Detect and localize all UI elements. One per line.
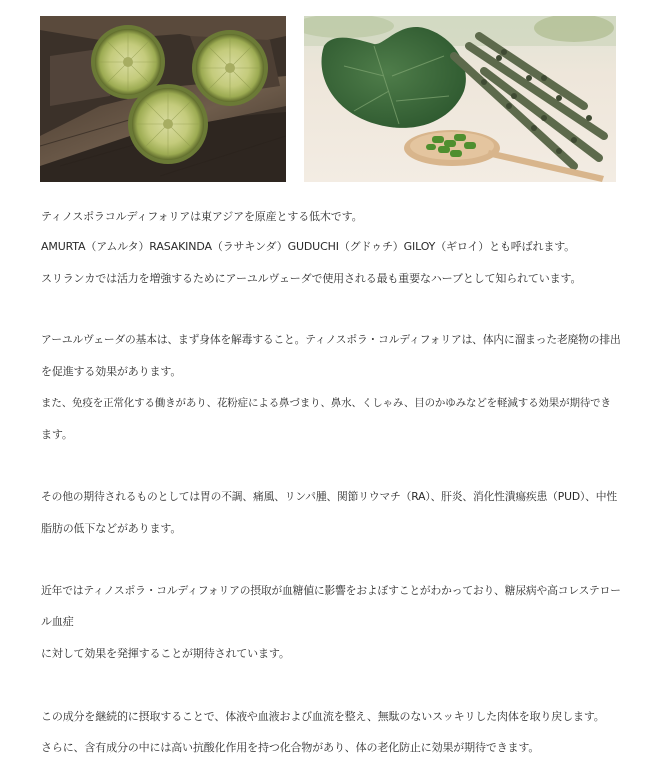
text-line: ル血症: [41, 615, 74, 628]
text-line: さらに、含有成分の中には高い抗酸化作用を持つ化合物があり、体の老化防止に効果が期待できます。: [41, 741, 540, 754]
text-line: を促進する効果があります。: [41, 365, 182, 378]
leaf-and-spoon-photo: [304, 16, 616, 182]
text-line: アーユルヴェーダの基本は、まず身体を解毒すること。ティノスポラ・コルディフォリアは、体内に溜まった老廃物の排出: [41, 333, 621, 346]
text-line: 近年ではティノスポラ・コルディフォリアの摂取が血糖値に影響をおよぼすことがわかっており、糖尿病や高コレステロー: [41, 584, 621, 597]
text-line: ティノスポラコルディフォリアは東アジアを原産とする低木です。: [41, 210, 363, 223]
text-line: また、免疫を正常化する働きがあり、花粉症による鼻づまり、鼻水、くしゃみ、目のかゆみなどを軽減する効果が期待でき: [41, 397, 611, 409]
text-line: その他の期待されるものとしては胃の不調、痛風、リンパ腫、関節リウマチ（RA）、肝炎、消化性潰瘍疾患（PUD）、中性: [41, 490, 617, 503]
text-line: AMURTA（アムルタ）RASAKINDA（ラサキンダ）GUDUCHI（グドゥチ）GILOY（ギロイ）とも呼ばれます。: [41, 240, 576, 253]
text-line: に対して効果を発揮することが期待されています。: [41, 647, 290, 660]
photo-row: [40, 16, 616, 182]
text-line: スリランカでは活力を増強するためにアーユルヴェーダで使用される最も重要なハーブとして知られています。: [41, 272, 582, 285]
text-line: 脂肪の低下などがあります。: [41, 522, 182, 535]
stem-cross-section-photo: [40, 16, 286, 182]
text-line: この成分を継続的に摂取することで、体液や血液および血流を整え、無駄のないスッキリした肉体を取り戻します。: [41, 710, 605, 723]
text-line: ます。: [41, 428, 73, 441]
